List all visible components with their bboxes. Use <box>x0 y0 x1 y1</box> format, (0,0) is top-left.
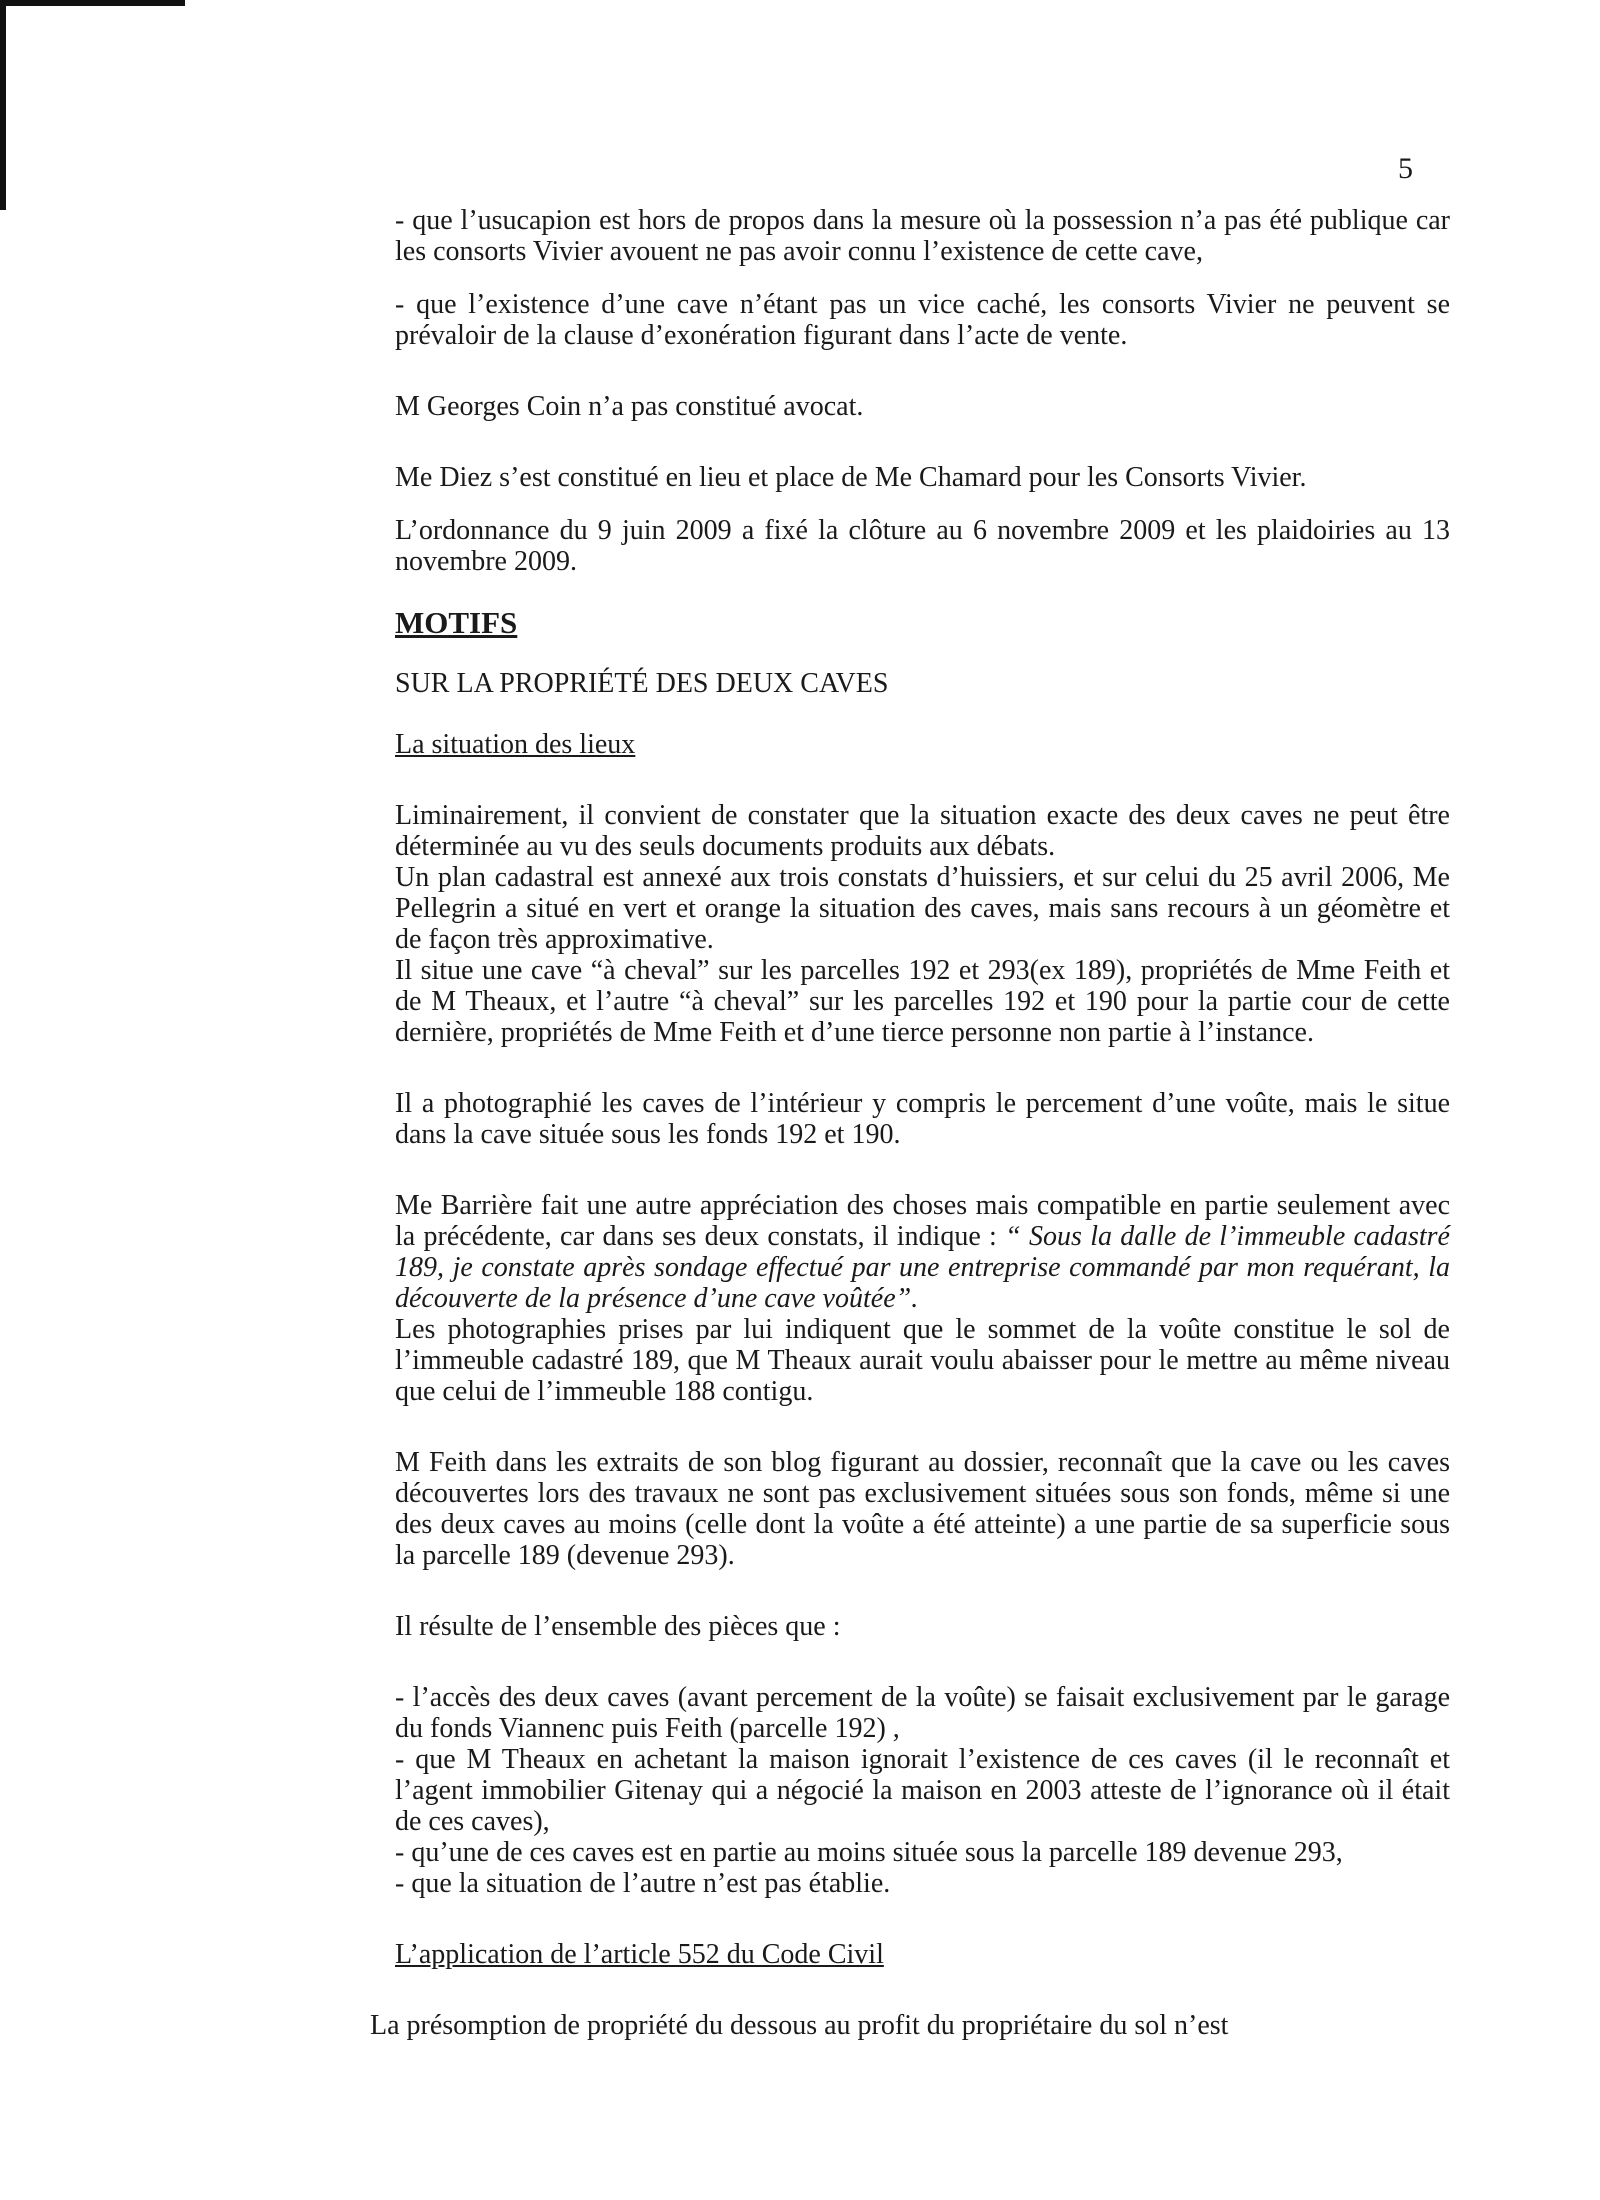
paragraph: Un plan cadastral est annexé aux trois constats d’huissiers, et sur celui du 25 avril 2006, Me Pellegrin a situé en vert et orange la situation des caves, mais sans recours à un géomètre et de façon très approximative. <box>395 862 1450 955</box>
paragraph: Liminairement, il convient de constater que la situation exacte des deux caves ne peut être déterminée au vu des seuls documents produits aux débats. <box>395 800 1450 862</box>
section-title: MOTIFS <box>395 605 518 640</box>
page-number: 5 <box>1398 152 1413 185</box>
paragraph: - que l’existence d’une cave n’étant pas un vice caché, les consorts Vivier ne peuvent se prévaloir de la clause d’exonération figurant dans l’acte de vente. <box>395 289 1450 351</box>
paragraph: Me Diez s’est constitué en lieu et place de Me Chamard pour les Consorts Vivier. <box>395 462 1307 493</box>
paragraph: M Feith dans les extraits de son blog figurant au dossier, reconnaît que la cave ou les caves découvertes lors des travaux ne sont pas exclusivement situées sous son fonds, même si une des deux caves au moins (celle dont la voûte a été atteinte) a une partie de sa superficie sous la parcelle 189 (devenue 293). <box>395 1447 1450 1571</box>
paragraph: Il a photographié les caves de l’intérieur y compris le percement d’une voûte, mais le situe dans la cave située sous les fonds 192 et 190. <box>395 1088 1450 1150</box>
subheading: La situation des lieux <box>395 729 636 760</box>
paragraph: M Georges Coin n’a pas constitué avocat. <box>395 391 864 422</box>
list-item: - que la situation de l’autre n’est pas établie. <box>395 1868 891 1899</box>
quotation: “ Sous la dalle de l’immeuble cadastré 189, je constate après sondage effectué par une entreprise commandé par mon requérant, la découverte de la présence d’une cave voûtée”. <box>395 1221 1450 1314</box>
paragraph: - que l’usucapion est hors de propos dans la mesure où la possession n’a pas été publique car les consorts Vivier avouent ne pas avoir connu l’existence de cette cave, <box>395 205 1450 267</box>
subheading: L’application de l’article 552 du Code Civil <box>395 1939 884 1970</box>
list-item: - qu’une de ces caves est en partie au moins située sous la parcelle 189 devenue 293, <box>395 1837 1343 1868</box>
paragraph-text: Me Barrière fait une autre appréciation des choses mais compatible en partie seulement avec la précédente, car dans ses deux constats, il indique : <box>395 1190 1450 1252</box>
paragraph: L’ordonnance du 9 juin 2009 a fixé la clôture au 6 novembre 2009 et les plaidoiries au 13 novembre 2009. <box>395 515 1450 577</box>
paragraph: Les photographies prises par lui indiquent que le sommet de la voûte constitue le sol de l’immeuble cadastré 189, que M Theaux aurait voulu abaisser pour le mettre au même niveau que celui de l’immeuble 188 contigu. <box>395 1314 1450 1407</box>
list-item: - l’accès des deux caves (avant percement de la voûte) se faisait exclusivement par le garage du fonds Viannenc puis Feith (parcelle 192) , <box>395 1682 1450 1744</box>
paragraph: Il résulte de l’ensemble des pièces que : <box>395 1611 841 1642</box>
paragraph <box>395 1190 1450 1314</box>
section-heading: SUR LA PROPRIÉTÉ DES DEUX CAVES <box>395 668 889 699</box>
scan-border-mark <box>0 0 185 6</box>
paragraph: La présomption de propriété du dessous au profit du propriétaire du sol n’est <box>370 2010 1229 2041</box>
document-body <box>370 205 1450 2041</box>
list-item: - que M Theaux en achetant la maison ignorait l’existence de ces caves (il le reconnaît et l’agent immobilier Gitenay qui a négocié la maison en 2003 atteste de l’ignorance où il était de ces caves), <box>395 1744 1450 1837</box>
scan-border-mark <box>0 0 6 210</box>
paragraph: Il situe une cave “à cheval” sur les parcelles 192 et 293(ex 189), propriétés de Mme Feith et de M Theaux, et l’autre “à cheval” sur les parcelles 192 et 190 pour la partie cour de cette dernière, propriétés de Mme Feith et d’une tierce personne non partie à l’instance. <box>395 955 1450 1048</box>
